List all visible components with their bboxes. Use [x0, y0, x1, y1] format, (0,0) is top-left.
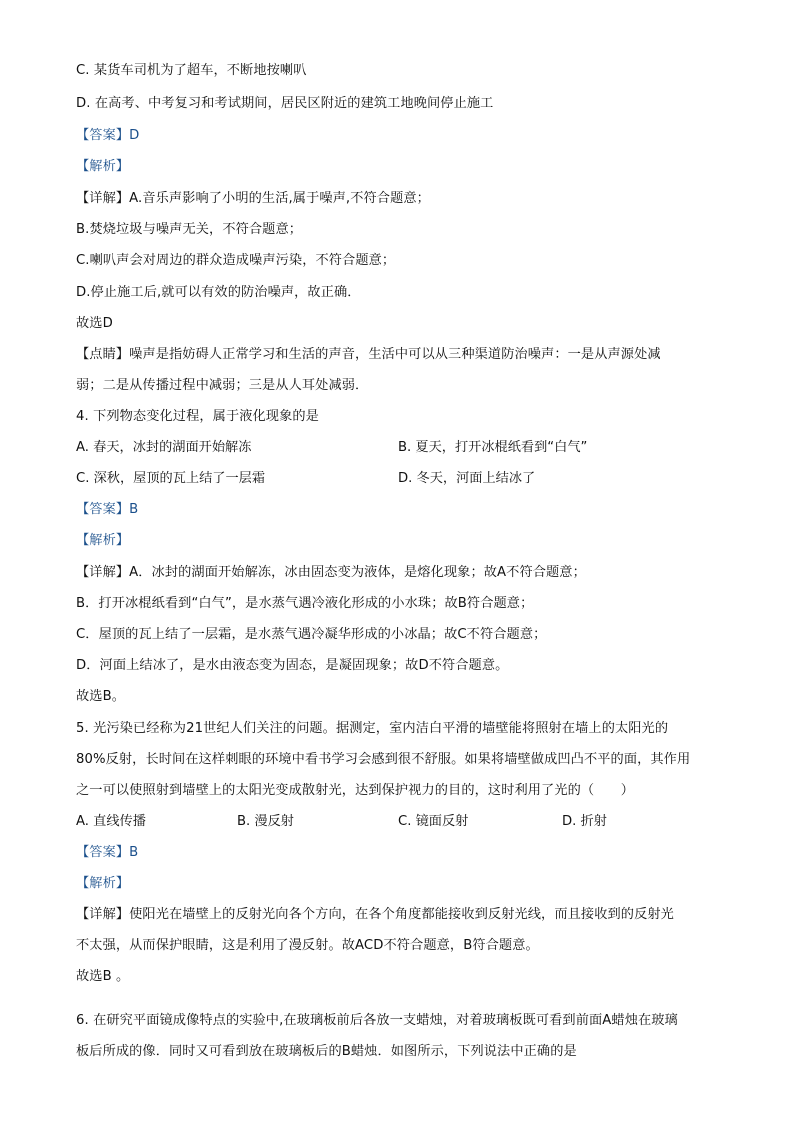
q3-answer: 【答案】D	[76, 128, 140, 143]
q3-comment-1: 【点睛】噪声是指妨碍人正常学习和生活的声音，生活中可以从三种渠道防治噪声：一是从声源处减	[76, 347, 661, 362]
q4-option-d: D. 冬天，河面上结冰了	[398, 471, 536, 486]
q5-detail-2: 不太强，从而保护眼睛，这是利用了漫反射。故ACD不符合题意，B符合题意。	[76, 938, 539, 953]
q3-analysis-label: 【解析】	[76, 159, 130, 174]
q3-comment-2: 弱；二是从传播过程中减弱；三是从人耳处减弱．	[76, 378, 369, 393]
q3-detail-1: 【详解】A.音乐声影响了小明的生活,属于噪声,不符合题意；	[76, 191, 430, 206]
q4-option-b: B. 夏天，打开冰棍纸看到“白气”	[398, 440, 588, 455]
q3-detail-2: B.焚烧垃圾与噪声无关，不符合题意；	[76, 222, 303, 237]
q4-detail-2: B．打开冰棍纸看到“白气”，是水蒸气遇冷液化形成的小水珠；故B符合题意；	[76, 596, 534, 611]
q3-detail-3: C.喇叭声会对周边的群众造成噪声污染，不符合题意；	[76, 253, 396, 268]
q5-stem-1: 5. 光污染已经称为21世纪人们关注的问题。据测定，室内洁白平滑的墙壁能将照射在墙上的太阳光的	[76, 721, 669, 736]
q3-option-d: D. 在高考、中考复习和考试期间，居民区附近的建筑工地晚间停止施工	[76, 96, 494, 111]
q4-conclusion: 故选B。	[76, 689, 126, 704]
q4-option-a: A. 春天，冰封的湖面开始解冻	[76, 440, 252, 455]
q4-option-c: C. 深秋，屋顶的瓦上结了一层霜	[76, 471, 266, 486]
q4-stem: 4. 下列物态变化过程，属于液化现象的是	[76, 409, 319, 424]
q5-stem-2: 80%反射，长时间在这样刺眼的环境中看书学习会感到很不舒服。如果将墙壁做成凹凸不平的面，其作用	[76, 752, 691, 767]
q3-detail-4: D.停止施工后,就可以有效的防治噪声，故正确．	[76, 285, 361, 300]
q4-answer: 【答案】B	[76, 502, 139, 517]
q5-stem-3: 之一可以使照射到墙壁上的太阳光变成散射光，达到保护视力的目的，这时利用了光的（ ）	[76, 783, 635, 798]
q5-answer: 【答案】B	[76, 845, 139, 860]
q5-option-a: A. 直线传播	[76, 814, 146, 829]
q6-stem-1: 6. 在研究平面镜成像特点的实验中,在玻璃板前后各放一支蜡烛，对着玻璃板既可看到前面A蜡烛在玻璃	[76, 1013, 678, 1028]
q5-analysis-label: 【解析】	[76, 876, 130, 891]
q3-option-c: C. 某货车司机为了超车，不断地按喇叭	[76, 63, 307, 78]
q5-option-c: C. 镜面反射	[398, 814, 469, 829]
q4-detail-4: D．河面上结冰了，是水由液态变为固态，是凝固现象；故D不符合题意。	[76, 658, 509, 673]
q6-stem-2: 板后所成的像．同时又可看到放在玻璃板后的B蜡烛．如图所示，下列说法中正确的是	[76, 1044, 577, 1059]
q5-option-b: B. 漫反射	[237, 814, 294, 829]
q4-detail-3: C．屋顶的瓦上结了一层霜，是水蒸气遇冷凝华形成的小冰晶；故C不符合题意；	[76, 627, 547, 642]
q5-detail-1: 【详解】使阳光在墙壁上的反射光向各个方向，在各个角度都能接收到反射光线，而且接收到的反射光	[76, 907, 674, 922]
q4-analysis-label: 【解析】	[76, 533, 130, 548]
q5-conclusion: 故选B 。	[76, 969, 130, 984]
q3-conclusion: 故选D	[76, 316, 113, 331]
q5-option-d: D. 折射	[562, 814, 607, 829]
q4-detail-1: 【详解】A．冰封的湖面开始解冻，冰由固态变为液体，是熔化现象；故A不符合题意；	[76, 565, 586, 580]
